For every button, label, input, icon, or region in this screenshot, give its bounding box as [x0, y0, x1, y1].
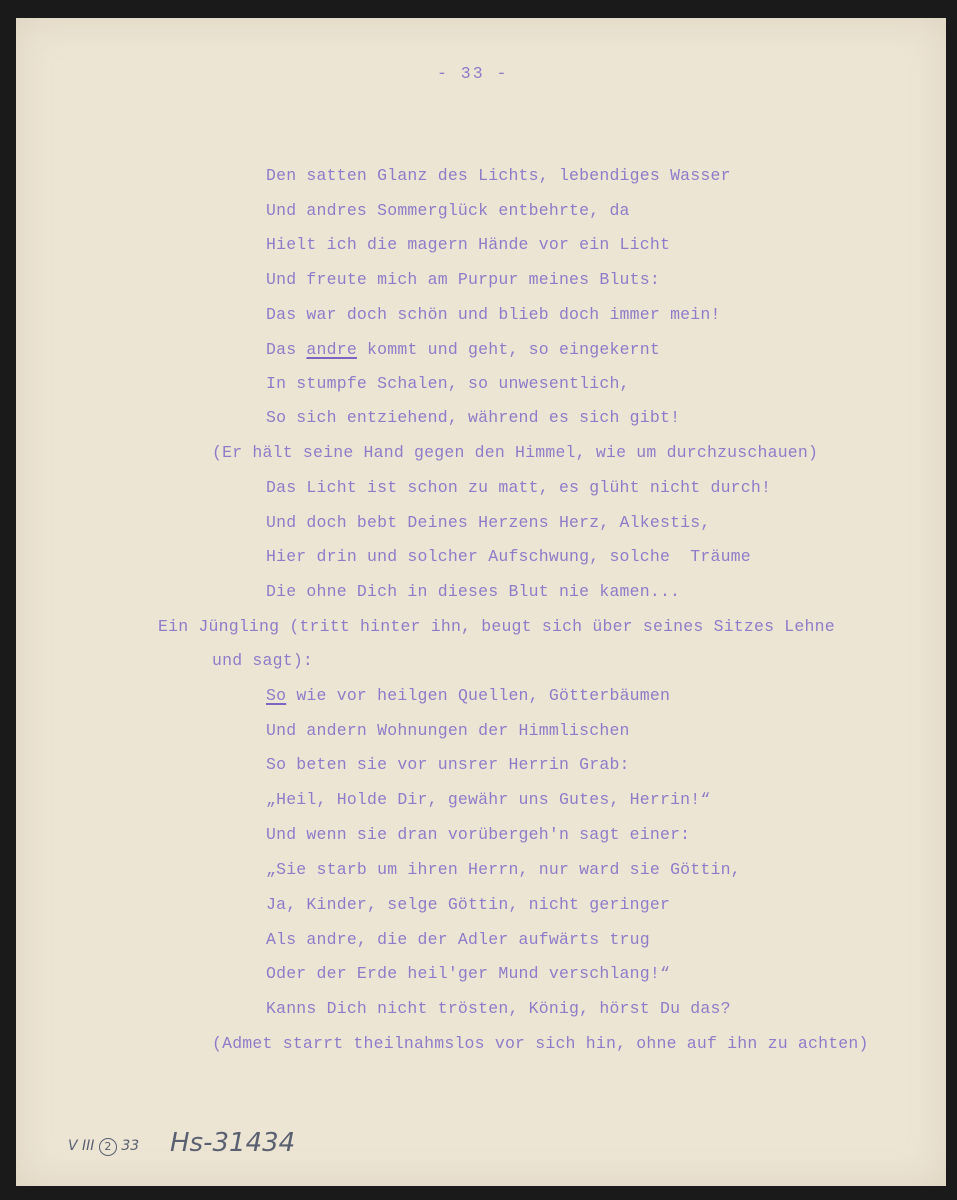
text-line: Hielt ich die magern Hände vor ein Licht [266, 235, 671, 254]
text-line: „Heil, Holde Dir, gewähr uns Gutes, Herrin!“ [266, 790, 711, 809]
text-line: Oder der Erde heil'ger Mund verschlang!“ [266, 964, 671, 983]
underlined-word: So [266, 686, 287, 705]
text-line: So sich entziehend, während es sich gibt! [266, 408, 681, 427]
text-line: Und doch bebt Deines Herzens Herz, Alkestis, [266, 513, 711, 532]
text-line: So beten sie vor unsrer Herrin Grab: [266, 755, 630, 774]
text-line: Das andre kommt und geht, so eingekernt [266, 340, 660, 359]
shelfmark: Hs-31434 [170, 1128, 296, 1158]
text-line: Die ohne Dich in dieses Blut nie kamen... [266, 582, 681, 601]
stage-direction: (Er hält seine Hand gegen den Himmel, wie um durchzuschauen) [212, 443, 819, 462]
archive-mark: V III 2 33 [68, 1138, 140, 1154]
text-line: Kanns Dich nicht trösten, König, hörst Du das? [266, 999, 731, 1018]
text-line: Den satten Glanz des Lichts, lebendiges Wasser [266, 166, 731, 185]
text-line: Hier drin und solcher Aufschwung, solche Träume [266, 547, 751, 566]
underlined-word: andre [306, 340, 357, 359]
text-line: So wie vor heilgen Quellen, Götterbäumen [266, 686, 671, 705]
text-line: Das war doch schön und blieb doch immer mein! [266, 305, 721, 324]
text-line: „Sie starb um ihren Herrn, nur ward sie Göttin, [266, 860, 741, 879]
text-line: Das Licht ist schon zu matt, es glüht nicht durch! [266, 478, 772, 497]
text-line: Und andern Wohnungen der Himmlischen [266, 721, 630, 740]
page-number: - 33 - [437, 64, 509, 83]
speaker-line: und sagt): [212, 651, 314, 670]
text-line: In stumpfe Schalen, so unwesentlich, [266, 374, 630, 393]
text-line: Ja, Kinder, selge Göttin, nicht geringer [266, 895, 671, 914]
text-line: Und andres Sommerglück entbehrte, da [266, 201, 630, 220]
speaker-line: Ein Jüngling (tritt hinter ihn, beugt sich über seines Sitzes Lehne [158, 617, 835, 636]
text-line: Als andre, die der Adler aufwärts trug [266, 930, 650, 949]
stage-direction: (Admet starrt theilnahmslos vor sich hin, ohne auf ihn zu achten) [212, 1034, 869, 1053]
circled-number: 2 [99, 1138, 117, 1156]
text-line: Und freute mich am Purpur meines Bluts: [266, 270, 660, 289]
text-line: Und wenn sie dran vorübergeh'n sagt einer: [266, 825, 691, 844]
